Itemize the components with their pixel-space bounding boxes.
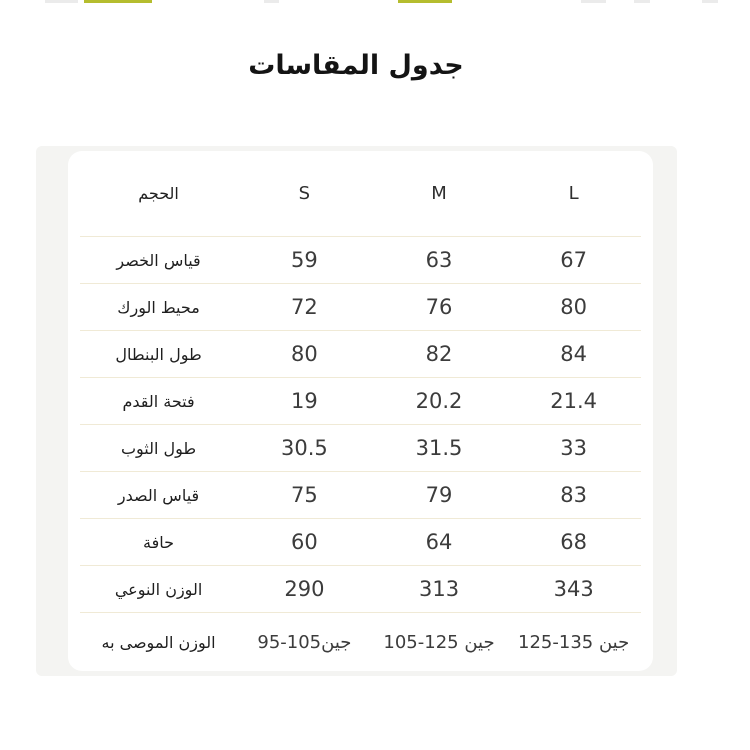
row-value-l: 21.4: [550, 389, 598, 413]
row-value-l: 68: [560, 530, 587, 554]
product-thumb-edge-green: [398, 0, 452, 3]
header-size-l: L: [568, 183, 579, 204]
product-thumb-edge-green: [84, 0, 152, 3]
product-thumb-edge-gray: [264, 0, 279, 3]
row-value-m: 79: [425, 483, 453, 507]
row-label: الوزن الموصى به: [101, 632, 216, 652]
row-value-s: 72: [291, 295, 318, 319]
row-value-l: 125-135 جين: [518, 631, 630, 653]
row-value-m: 64: [425, 530, 453, 554]
row-value-s: 60: [291, 530, 318, 554]
row-value-l: 80: [560, 295, 587, 319]
row-value-s: 19: [291, 389, 318, 413]
table-row: [80, 378, 641, 425]
row-value-m: 20.2: [415, 389, 463, 413]
row-value-l: 33: [560, 436, 587, 460]
row-value-m: 31.5: [415, 436, 463, 460]
row-value-s: 30.5: [281, 436, 328, 460]
row-value-l: 83: [560, 483, 587, 507]
row-value-l: 343: [553, 577, 594, 601]
row-label: طول الثوب: [120, 438, 197, 458]
table-row: [80, 613, 641, 671]
row-value-m: 105-125 جين: [383, 631, 495, 653]
header-size-m: M: [431, 183, 447, 204]
row-value-l: 84: [560, 342, 587, 366]
row-label: قياس الصدر: [117, 485, 200, 505]
page-title: جدول المقاسات: [248, 50, 464, 81]
row-label: فتحة القدم: [122, 391, 195, 411]
table-row: [80, 472, 641, 519]
product-thumb-edge-gray: [634, 0, 650, 3]
row-label: محيط الورك: [117, 297, 200, 317]
row-value-s: 290: [284, 577, 325, 601]
row-value-m: 63: [425, 248, 453, 272]
table-row: [80, 284, 641, 331]
table-row: [80, 237, 641, 284]
table-row: [80, 519, 641, 566]
row-value-s: 59: [291, 248, 318, 272]
product-thumb-edge-gray: [45, 0, 78, 3]
row-value-s: 95-105جين: [257, 631, 352, 653]
product-thumb-edge-gray: [581, 0, 606, 3]
row-label: طول البنطال: [115, 344, 202, 364]
row-value-m: 82: [425, 342, 453, 366]
table-body: [80, 237, 641, 671]
row-value-m: 76: [425, 295, 453, 319]
image-crop-strips: [0, 0, 750, 4]
table-header-row: [80, 151, 641, 237]
header-size-label: الحجم: [138, 184, 179, 203]
row-value-s: 75: [291, 483, 318, 507]
row-value-l: 67: [560, 248, 587, 272]
size-chart-card: [68, 151, 653, 671]
row-value-s: 80: [291, 342, 318, 366]
chart-background-panel: [36, 146, 677, 676]
row-label: حافة: [143, 532, 175, 552]
table-row: [80, 425, 641, 472]
table-row: [80, 331, 641, 378]
row-label: الوزن النوعي: [114, 579, 203, 599]
table-row: [80, 566, 641, 613]
header-size-s: S: [298, 183, 311, 204]
row-value-m: 313: [418, 577, 460, 601]
row-label: قياس الخصر: [116, 250, 201, 270]
product-thumb-edge-gray: [702, 0, 718, 3]
